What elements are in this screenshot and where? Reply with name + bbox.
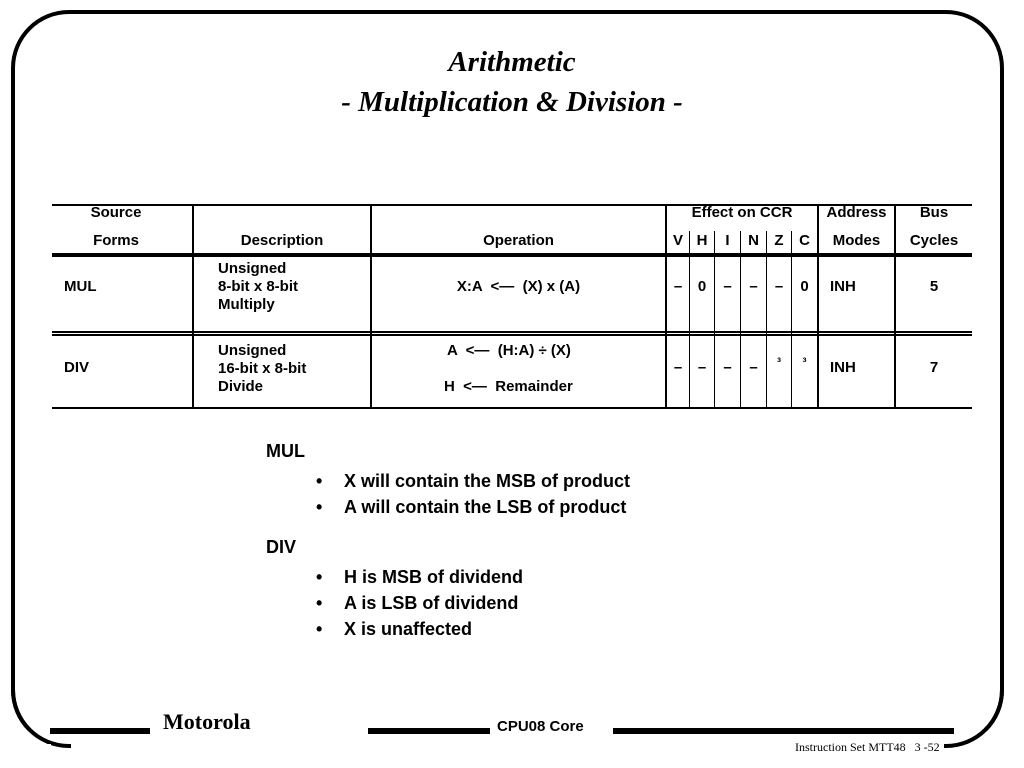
footer-bar-left: [50, 728, 150, 734]
slide-frame-corner-right: [944, 690, 1004, 748]
row-mul-cycles: 5: [929, 278, 939, 295]
header-flag-i: I: [725, 232, 730, 249]
row-div-desc-2: 16-bit x 8-bit: [218, 360, 307, 377]
row-div-flag-z: ³: [777, 355, 781, 369]
div-note-2: [316, 593, 518, 614]
header-bus-top: Bus: [919, 204, 949, 221]
row-div-flag-v: –: [673, 359, 683, 376]
row-div-source: DIV: [64, 359, 90, 376]
row-mul-flag-n: –: [749, 278, 758, 295]
slide-subtitle: - Multiplication & Division -: [341, 86, 683, 118]
row-mul-flag-v: –: [673, 278, 683, 295]
footer-bar-right: [613, 728, 954, 734]
brand-logo: Motorola: [163, 709, 251, 734]
bullet-icon: •: [316, 497, 323, 517]
mul-note-2: [316, 497, 626, 518]
div-note-1-text: H is MSB of dividend: [344, 567, 524, 587]
header-flag-h: H: [696, 232, 708, 249]
header-address-top: Address: [826, 204, 887, 221]
row-mul-flag-c: 0: [800, 278, 809, 295]
row-div-cycles: 7: [929, 359, 939, 376]
row-mul-flag-h: 0: [697, 278, 707, 295]
row-mul-desc-3: Multiply: [218, 296, 275, 313]
header-flag-n: N: [748, 232, 759, 249]
mul-note-1: [316, 471, 630, 492]
bullet-icon: •: [316, 619, 323, 639]
row-div-flag-c: ³: [802, 355, 807, 369]
div-note-3-text: X is unaffected: [344, 619, 473, 639]
bullet-icon: •: [316, 593, 323, 613]
row-div-desc-1: Unsigned: [218, 342, 287, 359]
row-mul-desc-1: Unsigned: [218, 260, 287, 277]
header-ccr: Effect on CCR: [691, 204, 793, 221]
bullet-icon: •: [316, 471, 323, 491]
div-note-3: [316, 619, 472, 640]
row-mul-source: MUL: [64, 278, 97, 295]
header-source-bottom: Forms: [93, 232, 139, 249]
row-mul-flag-i: –: [723, 278, 732, 295]
row-div-flag-h: –: [697, 359, 707, 376]
header-description: Description: [240, 232, 324, 249]
mul-note-1-text: X will contain the MSB of product: [344, 471, 630, 491]
row-div-flag-n: –: [749, 359, 758, 376]
footer-course-title: CPU08 Core: [497, 718, 584, 735]
div-note-2-text: A is LSB of dividend: [344, 593, 519, 613]
header-flag-c: C: [799, 232, 810, 249]
row-div-flag-i: –: [723, 359, 732, 376]
slide-frame-corner-left: [11, 690, 71, 748]
mul-note-2-text: A will contain the LSB of product: [344, 497, 627, 517]
div-notes-heading: DIV: [266, 537, 297, 557]
header-source-top: Source: [90, 204, 142, 221]
header-flag-v: V: [672, 232, 683, 249]
div-note-1: [316, 567, 523, 588]
row-mul-desc-2: 8-bit x 8-bit: [218, 278, 299, 295]
row-div-operation-2: H <— Remainder: [444, 378, 573, 395]
header-address-bottom: Modes: [832, 232, 881, 249]
row-div-desc-3: Divide: [218, 378, 264, 395]
row-div-address-mode: INH: [830, 359, 856, 376]
slide-title: Arithmetic: [448, 46, 576, 78]
instruction-table: [52, 204, 972, 410]
row-mul-flag-z: –: [774, 278, 784, 295]
header-operation: Operation: [483, 232, 554, 249]
footer-bar-mid: [368, 728, 490, 734]
row-div-operation-1: A <— (H:A) ÷ (X): [447, 342, 571, 359]
footer-page-ref: Instruction Set MTT48 3 -52: [795, 740, 940, 754]
bullet-icon: •: [316, 567, 323, 587]
header-bus-bottom: Cycles: [909, 232, 959, 249]
row-mul-operation: X:A <— (X) x (A): [456, 278, 581, 295]
row-mul-address-mode: INH: [830, 278, 856, 295]
mul-notes-heading: MUL: [266, 441, 305, 461]
header-flag-z: Z: [774, 232, 784, 249]
